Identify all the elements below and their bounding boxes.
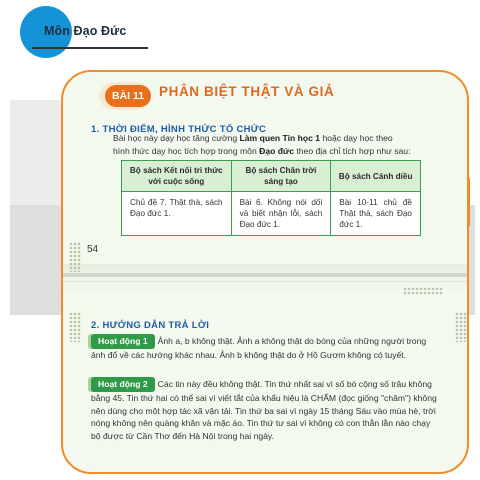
para-text: hình thức dạy học tích hợp trong môn [113, 146, 260, 156]
para-text: hoặc dạy học theo [320, 133, 393, 143]
lesson-title: PHÂN BIỆT THẬT VÀ GIẢ [159, 84, 335, 99]
page-fold-line [63, 273, 467, 277]
header-divider [32, 47, 148, 49]
lesson-badge: BÀI 11 [105, 85, 151, 107]
header-title: Môn Đạo Đức [44, 24, 127, 38]
page-number: 54 [87, 244, 99, 255]
table-cell: Chủ đề 7. Thật thà, sách Đạo đức 1. [122, 192, 232, 236]
para-bold: Làm quen Tin học 1 [239, 133, 321, 143]
decor-dots [403, 287, 443, 295]
activity-2 [91, 377, 441, 443]
activity-1-text: Ảnh a, b không thật. Ảnh a không thật do bóng của những người trong ảnh đổ về các hướng khác nhau. Ảnh b không thật do ở Hồ Gươm không có tuyết. [91, 336, 427, 360]
section1-heading: 1. THỜI ĐIỂM, HÌNH THỨC TỔ CHỨC [91, 124, 267, 135]
activity-2-text: Các tin này đều không thật. Tin thứ nhất sai vì số bò cộng số trâu không bằng 45. Tin thứ hai có thể sai vì viết tắt của khẩu hiệu là CHẤM (đọc giống "chăm") không nên dùng cho một hợp tác xã vận tải. Tin thứ ba sai vì ngày 15 tháng Sáu vào mùa hè, trời nóng không nên quàng khăn và mặc áo. Tin thứ tư sai vì không có con thằn lằn nào chạy bộ được từ Cần Thơ đến Hà Nội trong hai ngày. [91, 379, 437, 442]
table-header-cell: Bộ sách Cánh diều [331, 161, 421, 192]
section2-heading: 2. HƯỚNG DẪN TRẢ LỜI [91, 320, 210, 331]
para-text: theo địa chỉ tích hợp như sau: [293, 146, 411, 156]
integration-table [121, 160, 421, 236]
table-header-cell: Bộ sách Kết nối tri thức với cuộc sống [122, 161, 232, 192]
table-header-cell: Bộ sách Chân trời sáng tạo [231, 161, 331, 192]
table-cell: Bài 6. Không nói dối và biết nhận lỗi, sách Đạo đức 1. [231, 192, 331, 236]
activity-1-label: Hoạt động 1 [91, 334, 155, 349]
book-spread [61, 70, 469, 474]
section1-paragraph [113, 132, 443, 158]
page-fold-line-secondary [63, 281, 467, 282]
activity-2-label: Hoạt động 2 [91, 377, 155, 392]
decor-dots [455, 312, 467, 342]
table-header-row [122, 161, 421, 192]
activity-1 [91, 334, 441, 362]
para-text: Bài học này dạy học tăng cường [113, 133, 240, 143]
table-cell: Bài 10-11 chủ đề Thật thà, sách Đạo đức 1. [331, 192, 421, 236]
decor-dots [69, 242, 81, 272]
para-bold: Đạo đức [259, 146, 294, 156]
decor-dots [69, 312, 81, 342]
table-row [122, 192, 421, 236]
